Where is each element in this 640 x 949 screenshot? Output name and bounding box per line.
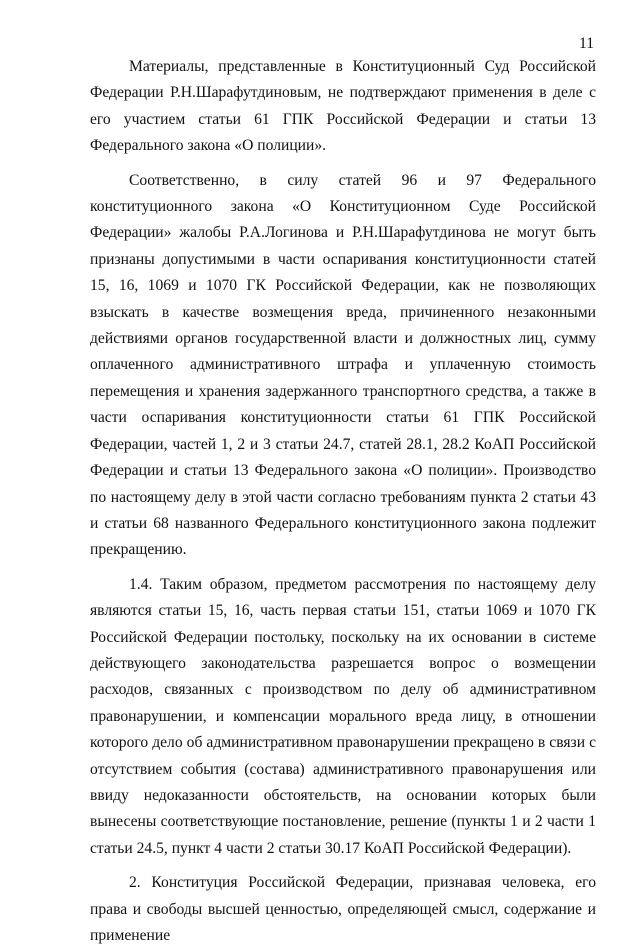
paragraph-subject-of-review: 1.4. Таким образом, предметом рассмотрения по настоящему делу являются статьи 15, 16, часть первая статьи 151, статьи 1069 и 1070 ГК Российской Федерации постольку, поскольку на их основании в системе действующего законодательства разрешается вопрос о возмещении расходов, связанных с производством по делу об административном правонарушении, и компенсации морального вреда лицу, в отношении которого дело об административном правонарушении прекращено в связи с отсутствием события (состава) административного правонарушения или ввиду недоказанности обстоятельств, на основании которых были вынесены соответствующие постановление, решение (пункты 1 и 2 части 1 статьи 24.5, пункт 4 части 2 статьи 30.17 КоАП Российской Федерации). bbox=[90, 575, 596, 857]
document-body bbox=[90, 54, 596, 949]
paragraph-constitution: 2. Конституция Российской Федерации, признавая человека, его права и свободы высшей ценностью, определяющей смысл, содержание и применение bbox=[90, 874, 596, 944]
paragraph-materials: Материалы, представленные в Конституционный Суд Российской Федерации Р.Н.Шарафутдиновым, не подтверждают применения в деле с его участием статьи 61 ГПК Российской Федерации и статьи 13 Федерального закона «О полиции». bbox=[90, 58, 596, 155]
paragraph-accordingly: Соответственно, в силу статей 96 и 97 Федерального конституционного закона «О Конституционном Суде Российской Федерации» жалобы Р.А.Логинова и Р.Н.Шарафутдинова не могут быть признаны допустимыми в части оспаривания конституционности статей 15, 16, 1069 и 1070 ГК Российской Федерации, как не позволяющих взыскать в качестве возмещения вреда, причиненного незаконными действиями органов государственной власти и должностных лиц, сумму оплаченного административного штрафа и уплаченную стоимость перемещения и хранения задержанного транспортного средства, а также в части оспаривания конституционности статьи 61 ГПК Российской Федерации, частей 1, 2 и 3 статьи 24.7, статей 28.1, 28.2 КоАП Российской Федерации и статьи 13 Федерального закона «О полиции». Производство по настоящему делу в этой части согласно требованиям пункта 2 статьи 43 и статьи 68 названного Федерального конституционного закона подлежит прекращению. bbox=[90, 171, 596, 559]
page-number: 11 bbox=[578, 35, 594, 52]
